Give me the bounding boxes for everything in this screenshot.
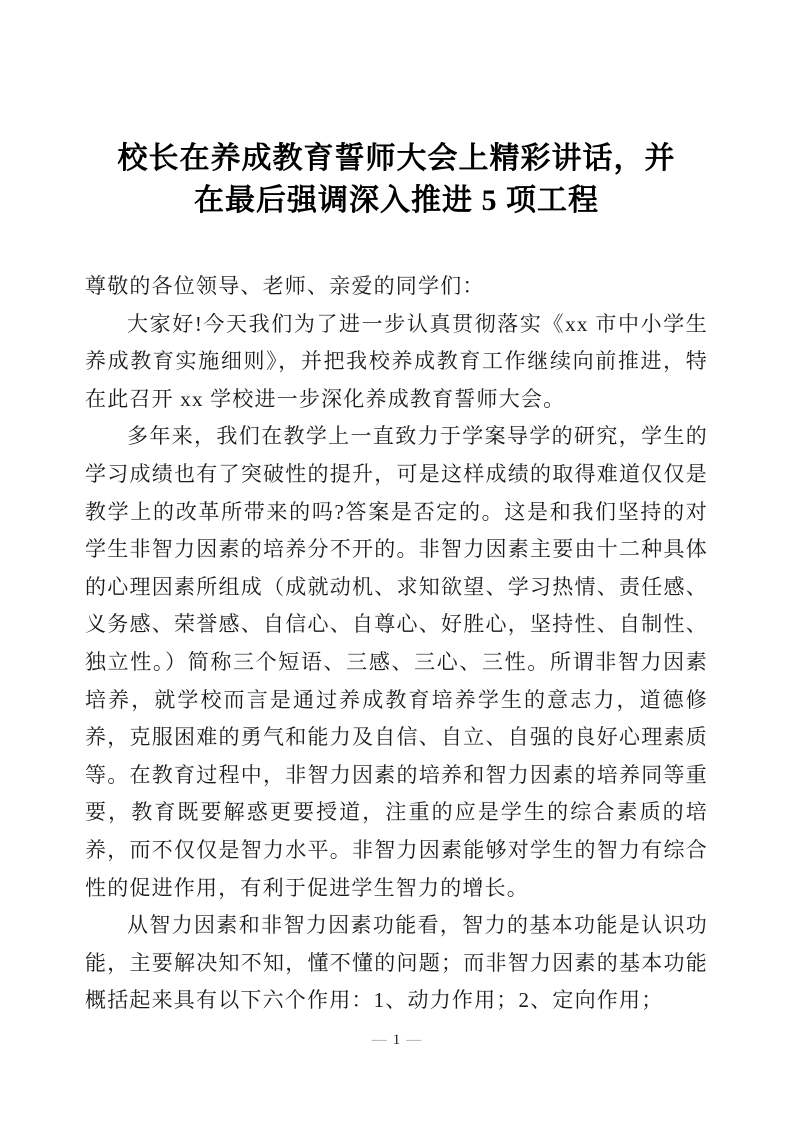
body-paragraph: 从智力因素和非智力因素功能看，智力的基本功能是认识功能，主要解决知不知，懂不懂的问题；而非智力因素的基本功能概括起来具有以下六个作用：1、动力作用；2、定向作用；: [85, 913, 708, 1013]
page-footer: [0, 1032, 793, 1049]
document-body: [85, 268, 708, 1020]
document-title-line-2: 在最后强调深入推进 5 项工程: [194, 184, 599, 217]
page-number: 1: [392, 1032, 401, 1048]
body-paragraph: 大家好!今天我们为了进一步认真贯彻落实《xx 市中小学生养成教育实施细则》，并把我校养成教育工作继续向前推进，特在此召开 xx 学校进一步深化养成教育誓师大会。: [85, 311, 708, 411]
document-title-line-1: 校长在养成教育誓师大会上精彩讲话，并: [117, 142, 676, 175]
footer-dash-right: —: [406, 1032, 422, 1048]
body-paragraph: 多年来，我们在教学上一直致力于学案导学的研究，学生的学习成绩也有了突破性的提升，可是这样成绩的取得难道仅仅是教学上的改革所带来的吗?答案是否定的。这是和我们坚持的对学生非智力因素的培养分不开的。非智力因素主要由十二种具体的心理因素所组成（成就动机、求知欲望、学习热情、责任感、义务感、荣誉感、自信心、自尊心、好胜心，坚持性、自制性、独立性。）简称三个短语、三感、三心、三性。所谓非智力因素培养，就学校而言是通过养成教育培养学生的意志力，道德修养，克服困难的勇气和能力及自信、自立、自强的良好心理素质等。在教育过程中，非智力因素的培养和智力因素的培养同等重要，教育既要解惑更要授道，注重的应是学生的综合素质的培养，而不仅仅是智力水平。非智力因素能够对学生的智力有综合性的促进作用，有利于促进学生智力的增长。: [85, 424, 708, 900]
document-title: [60, 138, 733, 222]
salutation-paragraph: 尊敬的各位领导、老师、亲爱的同学们：: [85, 274, 485, 298]
footer-dash-left: —: [371, 1032, 387, 1048]
